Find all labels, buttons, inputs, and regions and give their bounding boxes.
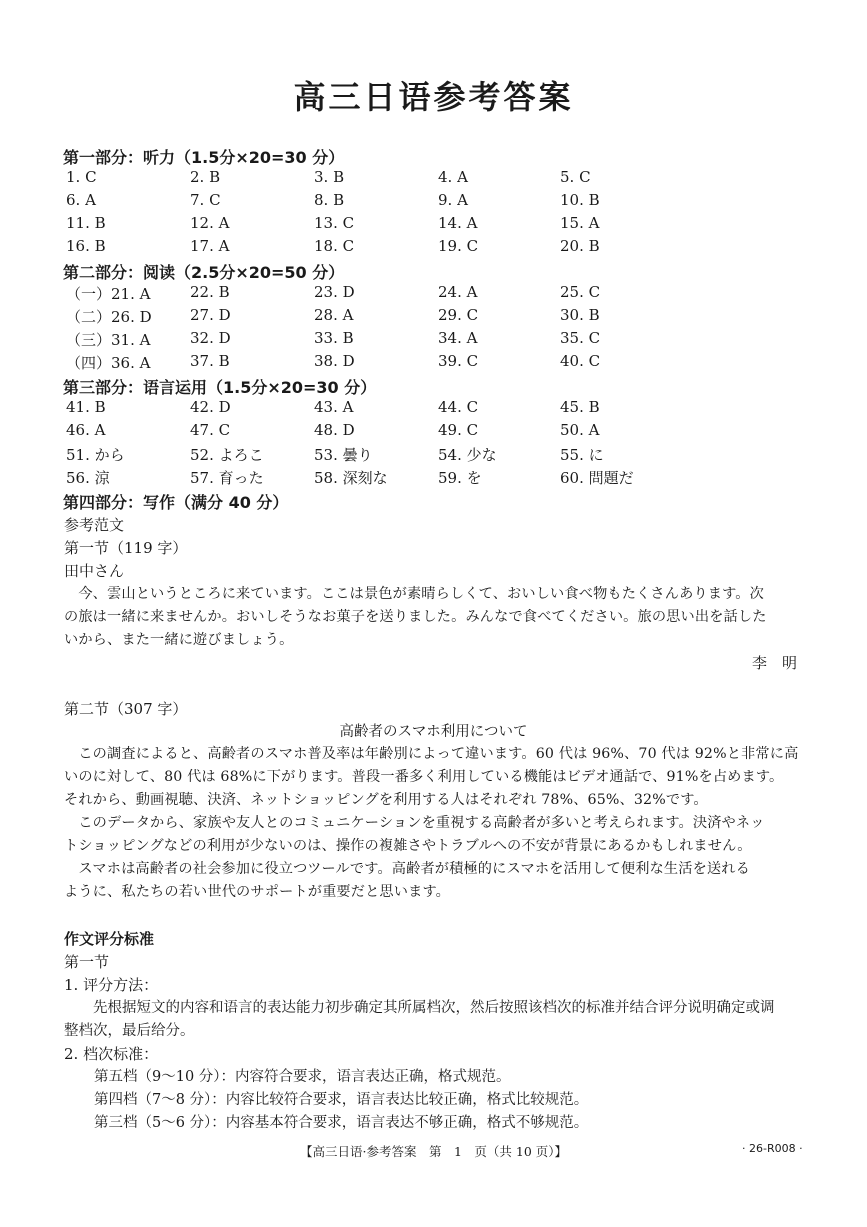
grading-section-label: 第一节: [64, 953, 110, 971]
grading-standard-label: 2. 档次标准：: [64, 1045, 159, 1063]
answer-item: 20. B: [560, 237, 600, 255]
answer-item: 15. A: [560, 214, 600, 232]
answer-item: 54. 少な: [438, 446, 497, 464]
answer-item: （二）26. D: [66, 308, 152, 326]
grading-levels: [94, 1066, 854, 1135]
answer-item: 24. A: [438, 283, 478, 301]
letter-line: の旅は一緒に来ませんか。おいしそうなお菓子を送りました。みんなで食べてください。旅の思い出を話した: [64, 609, 767, 625]
answer-item: 25. C: [560, 283, 601, 301]
answer-item: 6. A: [66, 191, 96, 209]
letter-recipient: 田中さん: [64, 562, 125, 580]
footer-code: · 26-R008 ·: [742, 1142, 803, 1155]
letter-body: [64, 583, 824, 652]
answer-item: 22. B: [190, 283, 230, 301]
answer-row: [0, 283, 867, 305]
essay-line: このデータから、家族や友人とのコミュニケーションを重視する高齢者が多いと考えられます。決済やネッ: [64, 815, 765, 831]
section2-label: 第二节（307 字）: [64, 700, 188, 718]
answer-row: [0, 329, 867, 351]
answer-item: 56. 涼: [66, 469, 110, 487]
answer-row: [0, 191, 867, 213]
footer-page-info: 【高三日语·参考答案 第 1 页（共 10 页）】: [299, 1144, 568, 1159]
answer-item: 8. B: [314, 191, 345, 209]
answer-item: 50. A: [560, 421, 600, 439]
answer-item: 46. A: [66, 421, 106, 439]
essay-line: いのに対して、80 代は 68%に下がります。普段一番多く利用している機能はビデオ通話で、91%を占めます。: [64, 769, 784, 785]
answer-item: 2. B: [190, 168, 221, 186]
answer-item: 57. 育った: [190, 469, 264, 487]
answer-item: 34. A: [438, 329, 478, 347]
letter-line: 今、雲山というところに来ています。ここは景色が素晴らしくて、おいしい食べ物もたくさんあります。次: [64, 586, 764, 602]
answer-item: 45. B: [560, 398, 600, 416]
essay-line: ように、私たちの若い世代のサポートが重要だと思います。: [64, 884, 450, 900]
answer-item: 47. C: [190, 421, 231, 439]
answer-item: 28. A: [314, 306, 354, 324]
answer-item: 1. C: [66, 168, 97, 186]
answer-item: 49. C: [438, 421, 479, 439]
answer-item: 44. C: [438, 398, 479, 416]
answer-item: 40. C: [560, 352, 601, 370]
grading-level: 第五档（9～10 分）：内容符合要求，语言表达正确，格式规范。: [94, 1069, 511, 1085]
essay-line: トショッピングなどの利用が少ないのは、操作の複雑さやトラブルへの不安が背景にあるかもしれません。: [64, 838, 752, 854]
essay-line: それから、動画視聴、決済、ネットショッピングを利用する人はそれぞれ 78%、65%、32%です。: [64, 792, 708, 808]
answer-row: [0, 421, 867, 443]
answer-item: （四）36. A: [66, 354, 151, 372]
answer-item: 23. D: [314, 283, 355, 301]
answer-row: [0, 237, 867, 259]
essay-line: スマホは高齢者の社会参加に役立つツールです。高齢者が積極的にスマホを活用して便利な生活を送れる: [64, 861, 750, 877]
answer-item: 43. A: [314, 398, 354, 416]
answer-item: （三）31. A: [66, 331, 151, 349]
grading-method-label: 1. 评分方法：: [64, 976, 159, 994]
answer-item: 30. B: [560, 306, 600, 324]
answer-item: 39. C: [438, 352, 479, 370]
answer-row: [0, 306, 867, 328]
part3-heading: 第三部分：语言运用（1.5分×20=30 分）: [63, 378, 377, 397]
model-essay-label: 参考范文: [64, 516, 125, 534]
answer-item: 48. D: [314, 421, 355, 439]
answer-item: 17. A: [190, 237, 230, 255]
answer-row: [0, 398, 867, 420]
answer-item: 27. D: [190, 306, 231, 324]
answer-item: 9. A: [438, 191, 468, 209]
answer-row: [0, 168, 867, 190]
answer-item: 59. を: [438, 469, 482, 487]
answer-item: 12. A: [190, 214, 230, 232]
essay-title: 高齢者のスマホ利用について: [339, 724, 528, 740]
answer-item: 58. 深刻な: [314, 469, 388, 487]
grading-heading: 作文评分标准: [64, 930, 155, 948]
answer-item: 4. A: [438, 168, 468, 186]
answer-item: 60. 問題だ: [560, 469, 634, 487]
answer-item: 3. B: [314, 168, 345, 186]
answer-item: 51. から: [66, 446, 125, 464]
grading-method-line: 先根据短文的内容和语言的表达能力初步确定其所属档次，然后按照该档次的标准并结合评分说明确定或调: [64, 1000, 775, 1016]
part2-heading: 第二部分：阅读（2.5分×20=50 分）: [63, 263, 345, 282]
answer-item: 29. C: [438, 306, 479, 324]
answer-item: 32. D: [190, 329, 231, 347]
answer-item: 11. B: [66, 214, 106, 232]
answer-item: 7. C: [190, 191, 221, 209]
essay-line: この調査によると、高齢者のスマホ普及率は年齢別によって違います。60 代は 96%、70 代は 92%と非常に高: [64, 746, 799, 762]
section1-label: 第一节（119 字）: [64, 539, 188, 557]
answer-item: 42. D: [190, 398, 231, 416]
answer-item: 16. B: [66, 237, 106, 255]
answer-item: 18. C: [314, 237, 355, 255]
answer-item: 38. D: [314, 352, 355, 370]
answer-item: 37. B: [190, 352, 230, 370]
answer-item: 55. に: [560, 446, 604, 464]
answer-item: 52. よろこ: [190, 446, 264, 464]
grading-level: 第三档（5～6 分）：内容基本符合要求，语言表达不够正确，格式不够规范。: [94, 1115, 589, 1131]
answer-item: 10. B: [560, 191, 600, 209]
answer-item: 35. C: [560, 329, 601, 347]
answer-item: 33. B: [314, 329, 354, 347]
part4-heading: 第四部分：写作（满分 40 分）: [63, 493, 289, 512]
page-title: 高三日语参考答案: [293, 78, 574, 116]
grading-level: 第四档（7～8 分）：内容比较符合要求，语言表达比较正确，格式比较规范。: [94, 1092, 589, 1108]
answer-row: [0, 444, 867, 466]
letter-signature: 李 明: [752, 654, 798, 672]
essay-body: [64, 743, 824, 904]
answer-item: （一）21. A: [66, 285, 151, 303]
answer-item: 19. C: [438, 237, 479, 255]
grading-method-text: [64, 997, 824, 1043]
letter-line: いから、また一緒に遊びましょう。: [64, 632, 294, 648]
answer-item: 13. C: [314, 214, 355, 232]
answer-row: [0, 467, 867, 489]
part1-heading: 第一部分：听力（1.5分×20=30 分）: [63, 148, 345, 167]
answer-item: 53. 曇り: [314, 446, 373, 464]
answer-item: 41. B: [66, 398, 106, 416]
answer-row: [0, 214, 867, 236]
answer-item: 14. A: [438, 214, 478, 232]
answer-row: [0, 352, 867, 374]
answer-item: 5. C: [560, 168, 591, 186]
grading-method-line: 整档次，最后给分。: [64, 1023, 195, 1039]
